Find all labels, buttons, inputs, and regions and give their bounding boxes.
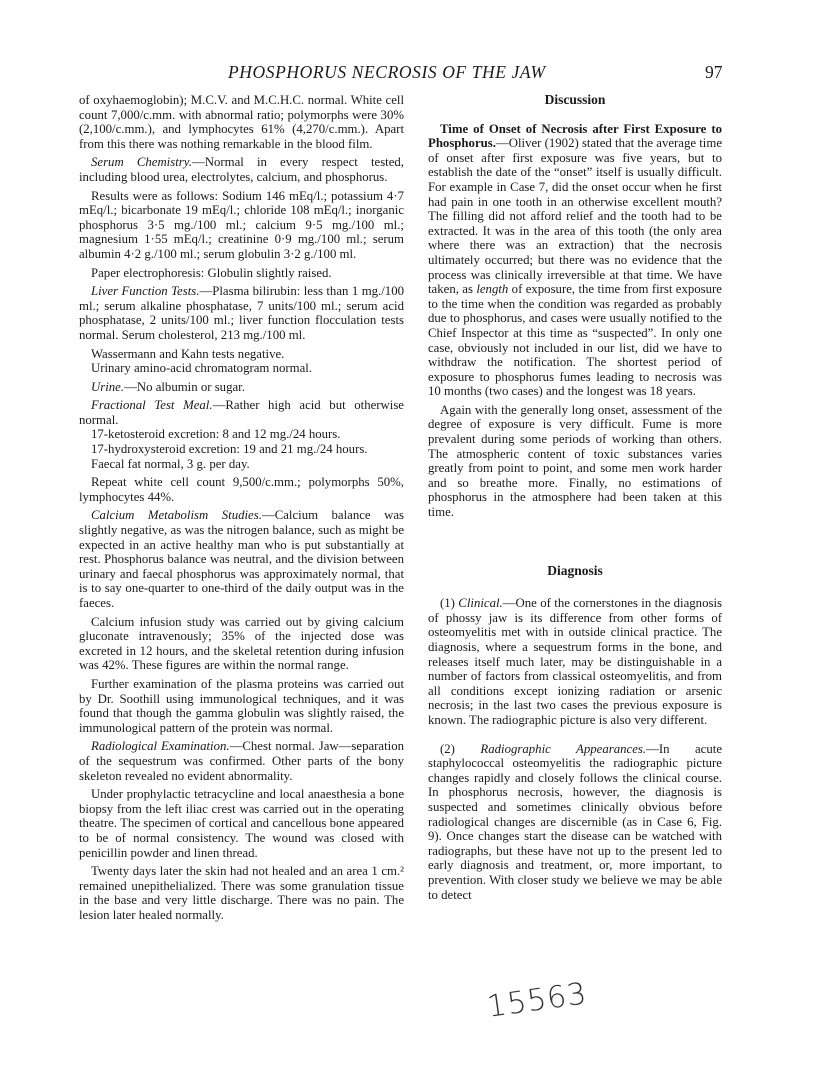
paragraph-radiographic: (2) Radiographic Appearances.—In acute staphylococcal osteomyelitis the radiographic picture changes rapidly and closely follows the clinical course. In phosphorus necrosis, however, the diagnosis is suspected and sometimes clinically obvious before radiological changes are discernible (as in Case 6, Fig. 9). Once changes start the disease can be watched with radiographs, but these have not up to the present led to early diagnosis and treatment, or, more important, to prevention. With closer study we believe we may be able to detect: [428, 741, 722, 902]
paragraph-faecal-fat: Faecal fat normal, 3 g. per day.: [91, 456, 250, 471]
heading-diagnosis: Diagnosis: [547, 562, 603, 578]
paragraph-electrophoresis: Paper electrophoresis: Globulin slightly raised.: [91, 265, 332, 280]
subhead-fractional-test-meal: Fractional Test Meal.: [91, 398, 213, 413]
paragraph-liver-function: Liver Function Tests.—Plasma bilirubin: less than 1 mg./100 ml.; serum alkaline phosphatase, 7 units/100 ml.; serum acid phosphatase, 2 units/100 ml.; liver function flocculation tests normal. Serum cholesterol, 213 mg./100 ml.: [79, 284, 405, 342]
paragraph-radiological: Radiological Examination.—Chest normal. Jaw—separation of the sequestrum was confirmed. Other parts of the bony skeleton revealed no evident abnormality.: [79, 739, 404, 783]
paragraph-plasma-proteins: Further examination of the plasma proteins was carried out by Dr. Soothill using immunological techniques, and it was found that though the gamma globulin was slightly raised, the immunological pattern of the protein was normal.: [79, 676, 404, 735]
heading-discussion: Discussion: [544, 92, 606, 107]
right-column: [428, 93, 722, 906]
subhead-liver-function: Liver Function Tests.: [91, 284, 200, 299]
subhead-time-of-onset: Time of Onset of Necrosis after First Exposure to Phosphorus.: [428, 121, 722, 151]
left-column: [79, 93, 404, 926]
paragraph-wassermann: Wassermann and Kahn tests negative.: [91, 346, 285, 361]
paragraph-exposure-assessment: Again with the generally long onset, assessment of the degree of exposure is very difficult. Fume is more prevalent during some periods of working than others. The atmospheric content of toxic substances varies greatly from point to point, and some men work harder and so breathe more. Finally, no estimations of phosphorus in the atmosphere had been taken at this time.: [428, 402, 722, 520]
paragraph-clinical: (1) Clinical.—One of the cornerstones in the diagnosis of phossy jaw is its difference from other forms of osteomyelitis met with in outside clinical practice. The diagnosis, where a sequestrum forms in the bone, and releases itself much later, may be distinguishable in a number of factors from classical osteomyelitis, and from all conditions except ionizing radiation or arsenic necrosis; in the last two cases the previous exposure is known. The radiographic picture is also very different.: [428, 596, 722, 727]
page-number: 97: [705, 62, 723, 82]
paragraph-biopsy: Under prophylactic tetracycline and local anaesthesia a bone biopsy from the left iliac crest was carried out in the operating theatre. The specimen of cortical and cancellous bone appeared to be of normal consistency. The wound was closed with penicillin powder and linen thread.: [79, 787, 404, 860]
paragraph-serum-chemistry: Serum Chemistry.—Normal in every respect tested, including blood urea, electrolytes, calcium, and phosphorus.: [79, 155, 405, 184]
paragraph-hydroxysteroid: 17-hydroxysteroid excretion: 19 and 21 mg./24 hours.: [91, 442, 368, 457]
subhead-radiological: Radiological Examination.: [91, 739, 230, 754]
handwritten-catalog-number: 15563: [485, 976, 590, 1025]
subhead-urine: Urine.: [91, 379, 125, 394]
paragraph-calcium-infusion: Calcium infusion study was carried out by giving calcium gluconate intravenously; 35% of the injected dose was excreted in 12 hours, and the skeletal retention during infusion was 42%. These figures are within the normal range.: [79, 614, 404, 673]
running-header-title: PHOSPHORUS NECROSIS OF THE JAW: [228, 62, 546, 82]
paragraph-time-of-onset: Time of Onset of Necrosis after First Exposure to Phosphorus.—Oliver (1902) stated that the average time of onset after first exposure was five years, but to establish the date of the “onset” itself is usually difficult. For example in Case 7, did the onset occur when he first had pain in one tooth in an otherwise excellent mouth? The filling did not afford relief and the tooth had to be extracted. It was in the area of this tooth (the only area where there was an extraction) that the necrosis ultimately occurred; but there was no evidence that the process was clinically irreversible at that time. We have taken, as length of exposure, the time from first exposure to the time when the condition was regarded as probably due to phosphorus, and cases were usually notified to the Chief Inspector at this time as “suspected”. In only one case, obviously not included in our list, did we have to withdraw the notification. The shortest period of exposure to phosphorus fumes leading to necrosis was 10 months (two cases) and the longest was 18 years.: [428, 121, 722, 399]
paragraph-twenty-days: Twenty days later the skin had not healed and an area 1 cm.² remained unepithelialized. There was some granulation tissue in the base and very little discharge. There was no pain. The lesion later healed normally.: [79, 864, 404, 922]
paragraph-blood-count: of oxyhaemoglobin); M.C.V. and M.C.H.C. normal. White cell count 7,000/c.mm. with abnormal ratio; polymorphs were 30% (2,100/c.mm.), and lymphocytes 61% (4,270/c.mm.). Apart from this there was nothing remarkable in the blood film.: [79, 93, 404, 151]
paragraph-urinary-amino: Urinary amino-acid chromatogram normal.: [91, 361, 313, 376]
subhead-clinical: Clinical.: [458, 596, 503, 611]
subhead-calcium-metabolism: Calcium Metabolism Studies.: [91, 508, 262, 523]
paragraph-calcium-metabolism: Calcium Metabolism Studies.—Calcium balance was slightly negative, as was the nitrogen balance, such as might be expected in an active healthy man who is put substantially at rest. Phosphorus balance was neutral, and the division between urinary and faecal phosphorus was approximately normal, that is to say one-quarter to one-third of the daily output was in the faeces.: [79, 508, 404, 610]
paragraph-urine: Urine.—No albumin or sugar.: [91, 379, 245, 394]
subhead-serum-chemistry: Serum Chemistry.: [91, 155, 192, 170]
paragraph-fractional-test-meal: Fractional Test Meal.—Rather high acid but otherwise normal.: [79, 398, 404, 427]
paragraph-ketosteroid: 17-ketosteroid excretion: 8 and 12 mg./24 hours.: [91, 427, 341, 442]
subhead-radiographic: Radiographic Appearances.: [480, 741, 647, 756]
paragraph-repeat-wbc: Repeat white cell count 9,500/c.mm.; polymorphs 50%, lymphocytes 44%.: [79, 475, 404, 504]
paragraph-results: Results were as follows: Sodium 146 mEq/l.; potassium 4·7 mEq/l.; bicarbonate 19 mEq/l.; chloride 108 mEq/l.; inorganic phosphorus 3·5 mg./100 ml.; calcium 9·5 mg./100 ml.; magnesium 1·55 mEq/l.; creatinine 0·9 mg./100 ml.; serum albumin 4·2 g./100 ml.; serum globulin 3·2 g./100 ml.: [79, 188, 404, 261]
